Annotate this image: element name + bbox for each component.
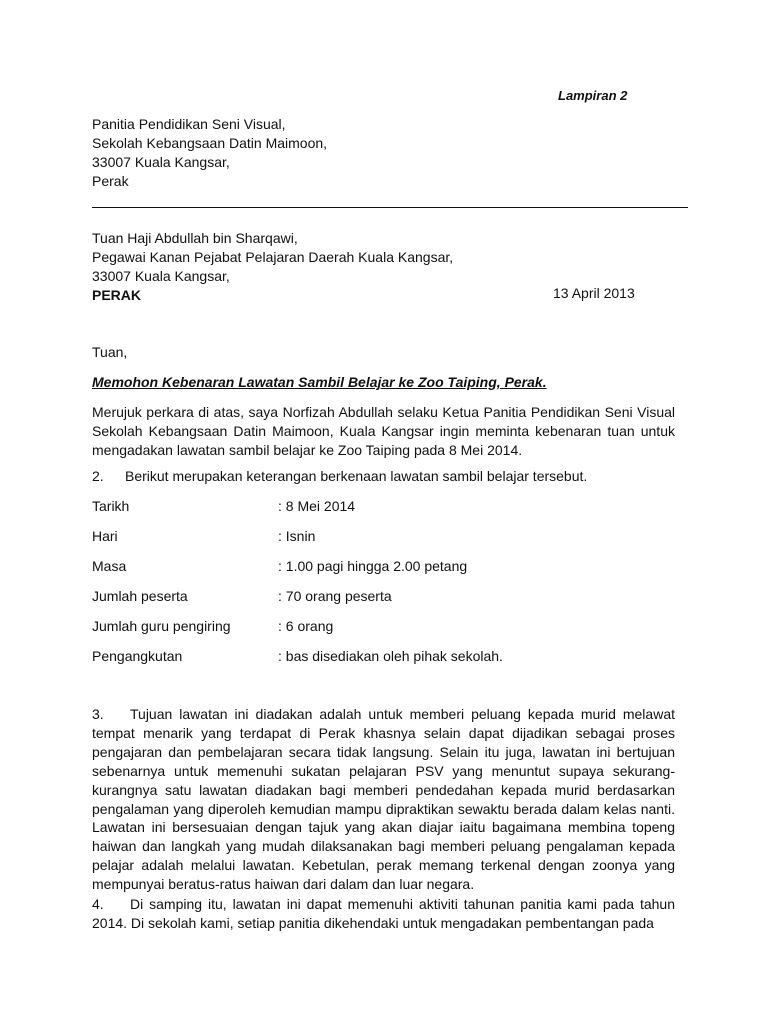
detail-value: : 70 orang peserta xyxy=(278,588,392,604)
detail-label: Jumlah guru pengiring xyxy=(92,618,231,634)
paragraph-number: 2. xyxy=(92,468,104,484)
sender-address xyxy=(92,115,688,191)
header-divider xyxy=(92,207,688,208)
paragraph-number: 4. xyxy=(92,896,104,912)
paragraph-2 xyxy=(92,467,688,486)
paragraph-1: Merujuk perkara di atas, saya Norfizah Abdullah selaku Ketua Panitia Pendidikan Seni Visual Sekolah Kebangsaan Datin Maimoon, Kuala Kangsar ingin meminta kebenaran tuan untuk mengadakan lawatan sambil belajar ke Zoo Taiping pada 8 Mei 2014. xyxy=(92,404,675,458)
recipient-line: Tuan Haji Abdullah bin Sharqawi, xyxy=(92,230,298,246)
paragraph-text: Berikut merupakan keterangan berkenaan lawatan sambil belajar tersebut. xyxy=(125,468,588,484)
sender-line: Perak xyxy=(92,173,129,189)
detail-label: Pengangkutan xyxy=(92,648,183,664)
detail-label: Tarikh xyxy=(92,498,130,514)
salutation: Tuan, xyxy=(92,344,128,360)
paragraph-3 xyxy=(92,705,675,894)
recipient-state: PERAK xyxy=(92,287,142,303)
recipient-line: Pegawai Kanan Pejabat Pelajaran Daerah Kuala Kangsar, xyxy=(92,249,454,265)
sender-line: Sekolah Kebangsaan Datin Maimoon, xyxy=(92,135,328,151)
recipient-line: 33007 Kuala Kangsar, xyxy=(92,268,230,284)
letter-date: 13 April 2013 xyxy=(553,285,635,301)
sender-line: 33007 Kuala Kangsar, xyxy=(92,154,230,170)
detail-label: Hari xyxy=(92,528,118,544)
paragraph-4 xyxy=(92,895,675,933)
paragraph-text: Di samping itu, lawatan ini dapat memenuhi aktiviti tahunan panitia kami pada tahun 2014. Di sekolah kami, setiap panitia dikehendaki untuk mengadakan pembentangan pada xyxy=(92,896,675,931)
detail-label: Masa xyxy=(92,558,127,574)
attachment-label: Lampiran 2 xyxy=(558,88,628,103)
paragraph-text: Tujuan lawatan ini diadakan adalah untuk memberi peluang kepada murid melawat tempat menarik yang terdapat di Perak khasnya selain dapat dijadikan sebagai proses pengajaran dan pembelajaran secara tidak langsung. Selain itu juga, lawatan ini bertujuan sebenarnya untuk memenuhi sukatan pelajaran PSV yang menuntut supaya sekurang-kurangnya satu lawatan diadakan bagi memberi pendedahan kepada murid berdasarkan pengalaman yang diperoleh kemudian mampu dipraktikan sewaktu berada dalam kelas nanti. Lawatan ini bersesuaian dengan tajuk yang akan diajar iaitu bagaimana membina topeng haiwan dan langkah yang mudah dilaksanakan bagi memberi peluang pengalaman kepada pelajar adalah melalui lawatan. Kebetulan, perak memang terkenal dengan zoonya yang mempunyai beratus-ratus haiwan dari dalam dan luar negara. xyxy=(92,706,675,893)
detail-value: : 1.00 pagi hingga 2.00 petang xyxy=(278,558,468,574)
detail-value: : 6 orang xyxy=(278,618,334,634)
paragraph-number: 3. xyxy=(92,706,104,722)
detail-value: : bas disediakan oleh pihak sekolah. xyxy=(278,648,503,664)
letter-subject: Memohon Kebenaran Lawatan Sambil Belajar ke Zoo Taiping, Perak. xyxy=(92,374,547,390)
detail-value: : Isnin xyxy=(278,528,316,544)
sender-line: Panitia Pendidikan Seni Visual, xyxy=(92,116,286,132)
detail-value: : 8 Mei 2014 xyxy=(278,498,356,514)
detail-label: Jumlah peserta xyxy=(92,588,188,604)
